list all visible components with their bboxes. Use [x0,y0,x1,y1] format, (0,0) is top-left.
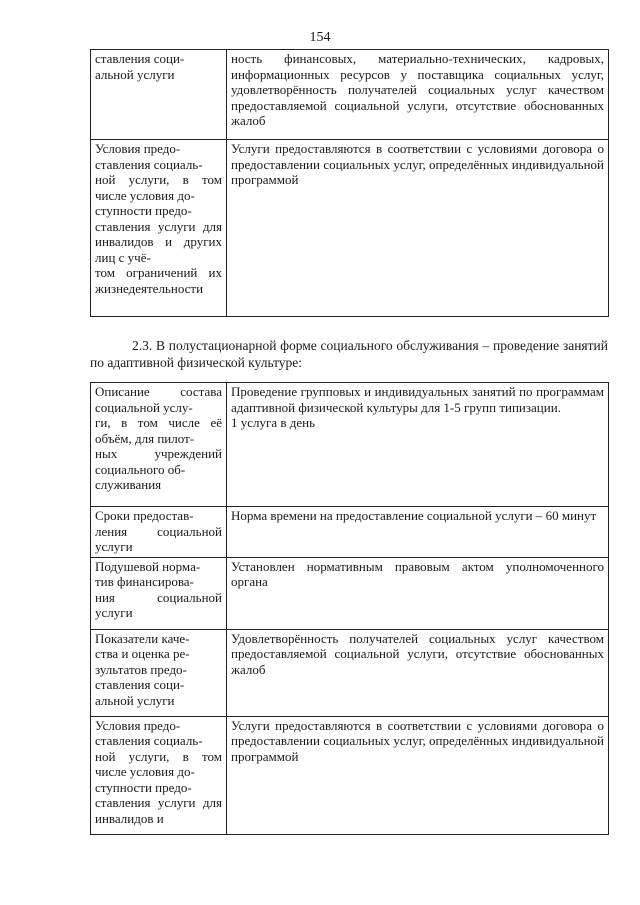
table-row [91,383,609,507]
row-content: Удовлетворённость получателей социальных услуг качеством предоставляемой социальной услуги, отсутствие обоснованных жалоб [227,629,609,716]
row-content: Норма времени на предоставление социальной услуги – 60 минут [227,507,609,558]
row-content: ность финансовых, материально-технических, кадровых, информационных ресурсов у поставщика социальных услуг, удовлетворённость получателей социальных услуг качеством предоставляемой социальной услуги, отсутствие обоснованных жалоб [227,50,609,140]
row-content: Проведение групповых и индивидуальных занятий по программам адаптивной физической культуры для 1-5 групп типизации. 1 услуга в день [227,383,609,507]
service-table-continued [90,49,609,317]
table-row [91,140,609,317]
table-row [91,50,609,140]
row-label: Сроки предостав- ления социальной услуги [91,507,227,558]
service-table [90,382,609,835]
row-content: Установлен нормативным правовым актом уполномоченного органа [227,557,609,629]
table-row [91,629,609,716]
row-label: ставления соци- альной услуги [91,50,227,140]
row-content: Услуги предоставляются в соответствии с условиями договора о предоставлении социальных услуг, определённых индивидуальной программой [227,716,609,834]
row-label: Условия предо- ставления социаль- ной услуги, в том числе условия до- ступности предо- ставления услуги для инвалидов и [91,716,227,834]
row-label: Условия предо- ставления социаль- ной услуги, в том числе условия до- ступности предо- ставления услуги для инвалидов и других лиц с учё- том ограничений их жизнедеятельности [91,140,227,317]
table-row [91,557,609,629]
section-paragraph: 2.3. В полустационарной форме социального обслуживания – проведение занятий по адаптивной физической культуре: [90,338,608,370]
page-number: 154 [309,30,331,45]
row-label: Описание состава социальной услу- ги, в том числе её объём, для пилот- ных учреждений социального об- служивания [91,383,227,507]
table-row [91,716,609,834]
row-label: Показатели каче- ства и оценка ре- зультатов предо- ставления соци- альной услуги [91,629,227,716]
table-row [91,507,609,558]
row-label: Подушевой норма- тив финансирова- ния социальной услуги [91,557,227,629]
row-content: Услуги предоставляются в соответствии с условиями договора о предоставлении социальных услуг, определённых индивидуальной программой [227,140,609,317]
